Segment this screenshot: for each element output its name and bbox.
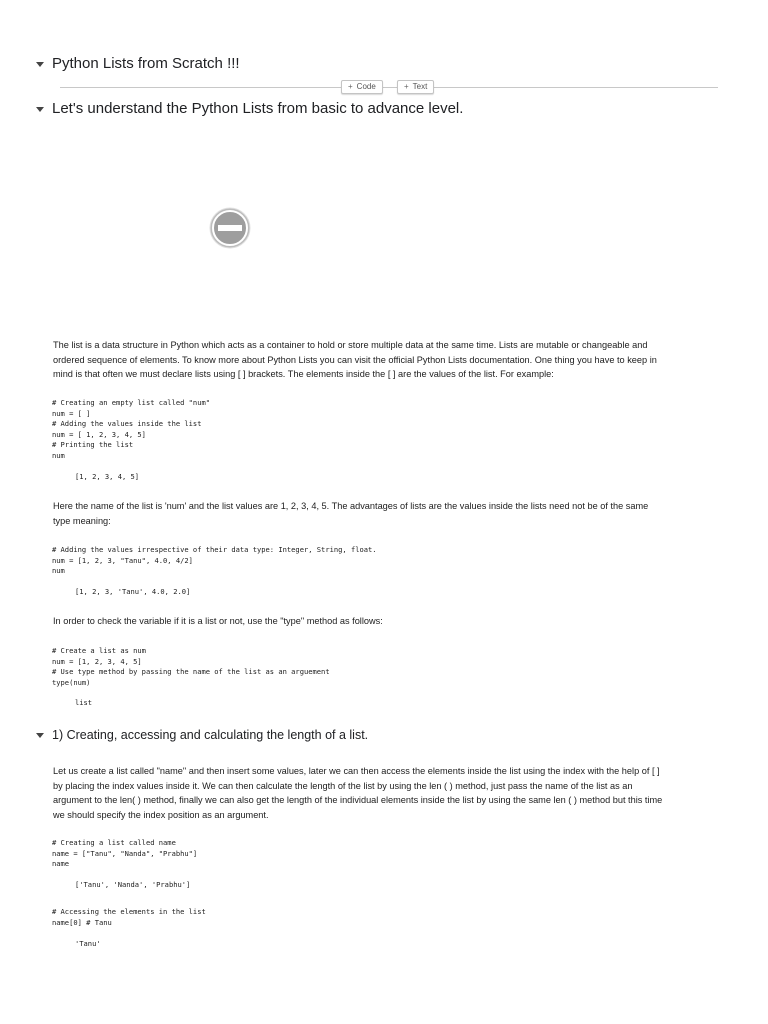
add-cell-bar xyxy=(60,80,718,94)
markdown-paragraph: In order to check the variable if it is a list or not, use the "type" method as follows: xyxy=(53,616,383,626)
cell-output: [1, 2, 3, 4, 5] xyxy=(75,472,140,481)
add-code-label: Code xyxy=(356,82,376,91)
cell-output: [1, 2, 3, 'Tanu', 4.0, 2.0] xyxy=(75,587,191,596)
add-text-button[interactable] xyxy=(397,80,434,94)
code-cell[interactable]: # Creating a list called name name = ["Tanu", "Nanda", "Prabhu"] name xyxy=(52,838,198,869)
add-text-label: Text xyxy=(412,82,428,91)
code-cell[interactable]: # Adding the values irrespective of their data type: Integer, String, float. num = [1, 2, 3, "Tanu", 4.0, 4/2] num xyxy=(52,545,377,576)
caret-down-icon[interactable] xyxy=(36,107,44,112)
code-cell[interactable]: # Accessing the elements in the list name[0] # Tanu xyxy=(52,907,206,927)
divider xyxy=(60,87,718,88)
cell-output: 'Tanu' xyxy=(75,939,101,948)
section-title: Python Lists from Scratch !!! xyxy=(52,55,240,72)
plus-icon: + xyxy=(404,82,409,91)
caret-down-icon[interactable] xyxy=(36,62,44,67)
section-title: 1) Creating, accessing and calculating the length of a list. xyxy=(52,728,369,742)
markdown-paragraph: Here the name of the list is 'num' and the list values are 1, 2, 3, 4, 5. The advantages of lists are the values inside the lists need not be of the same type meaning: xyxy=(53,501,649,526)
section-heading-1 xyxy=(36,55,240,72)
section-heading-3 xyxy=(36,728,368,742)
cell-output: ['Tanu', 'Nanda', 'Prabhu'] xyxy=(75,880,191,889)
section-title: Let's understand the Python Lists from basic to advance level. xyxy=(52,100,464,117)
add-code-button[interactable] xyxy=(341,80,383,94)
section-heading-2 xyxy=(36,100,463,117)
broken-image-icon xyxy=(209,207,251,249)
markdown-paragraph: The list is a data structure in Python which acts as a container to hold or store multiple data at the same time. Lists are mutable or changeable and ordered sequence of elements. To know more about Python Lists you can visit the official Python Lists documentation. One thing you have to keep in mind is that often we must declare lists using [ ] brackets. The elements inside the [ ] are the values of the list. For example: xyxy=(53,340,657,379)
cell-output: list xyxy=(75,698,93,707)
caret-down-icon[interactable] xyxy=(36,733,44,738)
code-cell[interactable]: # Creating an empty list called "num" num = [ ] # Adding the values inside the list num = [ 1, 2, 3, 4, 5] # Printing the list num xyxy=(52,398,211,460)
markdown-paragraph: Let us create a list called "name" and then insert some values, later we can then access the elements inside the list using the index with the help of [ ] by placing the index values inside it. We can then calculate the length of the list by using the len ( ) method, just pass the name of the list as an argument to the len( ) method, finally we can also get the length of the individual elements inside the list by using the same len ( ) method but this time we should specify the index position as an argument. xyxy=(53,766,663,820)
code-cell[interactable]: # Create a list as num num = [1, 2, 3, 4, 5] # Use type method by passing the name of the list as an arguement type(num) xyxy=(52,646,330,687)
plus-icon: + xyxy=(348,82,353,91)
